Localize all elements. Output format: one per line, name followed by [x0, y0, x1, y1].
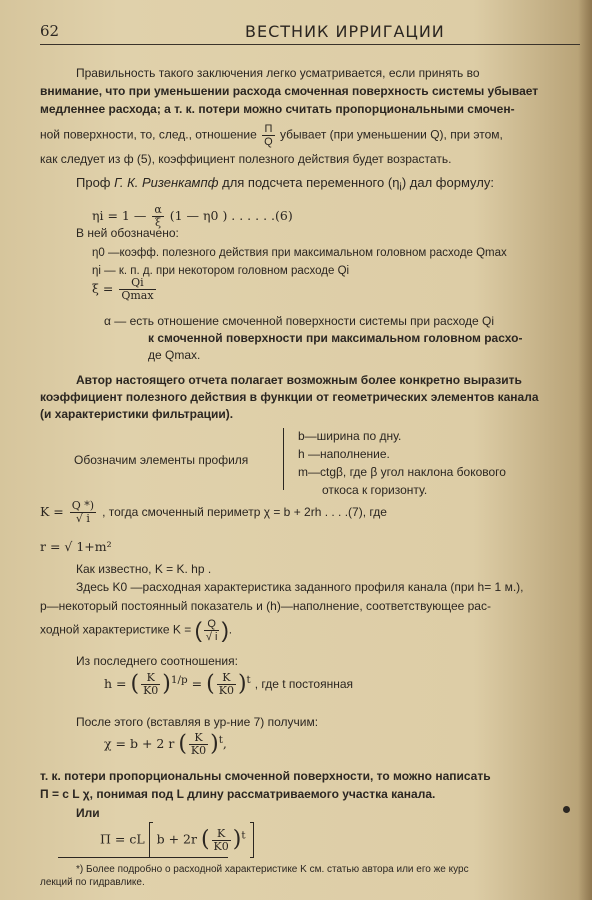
xi-definition: [92, 277, 158, 302]
footnote-rule: [58, 857, 228, 858]
fraction-num: П: [262, 123, 275, 136]
para2-end: ) дал формулу:: [401, 175, 494, 190]
author-name: Г. К. Ризенкампф: [114, 175, 219, 190]
formula-7-lhs: K =: [40, 504, 64, 519]
para2-intro: Проф: [76, 175, 111, 190]
paren-close-1: ): [162, 671, 171, 697]
formula-h-tail: , где t постоянная: [254, 677, 354, 691]
profile-item-m-cont: откоса к горизонту.: [322, 483, 428, 497]
para3-line2: коэффициент полезного действия в функции от геометрических элементов канала: [40, 390, 539, 404]
page-header: [40, 22, 580, 46]
footnote-line1: *) Более подробно о расходной характеристике K см. статью автора или его же курс: [76, 864, 469, 875]
para2-sub: i: [399, 181, 402, 194]
formula-chi: χ = b + 2 r ( $\frac{K}{K0}$ )$^t$,: [104, 731, 227, 757]
formula-pi-exp: t: [241, 829, 246, 842]
para5-line2: p—некоторый постоянный показатель и (h)—наполнение, соответствующее рас-: [40, 599, 491, 613]
para5-frac: [204, 618, 220, 643]
ili-word: Или: [76, 806, 100, 820]
profile-label: Обозначим элементы профиля: [74, 453, 249, 467]
xi-den: Qmax: [121, 289, 154, 302]
header-rule: [40, 44, 580, 45]
profile-item-h: h —наполнение.: [298, 447, 390, 461]
xi-num: Qi: [119, 277, 155, 290]
para8-line1: т. к. потери пропорциональны смоченной поверхности, то можно написать: [40, 769, 491, 783]
formula-7-frac: [70, 500, 96, 525]
para3-line3: (и характеристики фильтрации).: [40, 407, 234, 421]
bracket-open: [149, 822, 153, 858]
alpha-def-line1: α — есть отношение смоченной поверхности системы при расходе Qi: [104, 314, 495, 328]
para3-line1: Автор настоящего отчета полагает возможным более конкретно выразить: [76, 373, 522, 387]
formula-h-exp1: 1/p: [170, 673, 188, 686]
para1-line3: медленнее расхода; а т. к. потери можно считать пропорциональными смочен-: [40, 102, 515, 116]
paren-open: (: [194, 617, 202, 643]
formula-pi-inner: b + 2r: [156, 831, 197, 847]
bullet-mark: [563, 806, 570, 813]
paren-open-3: (: [178, 731, 187, 757]
formula-pi-den: K0: [213, 839, 229, 853]
formula-h-eq: =: [191, 676, 203, 691]
journal-title: ВЕСТНИК ИРРИГАЦИИ: [245, 22, 445, 41]
alpha-def-line3: де Qmax.: [148, 348, 201, 362]
para1-line2: внимание, что при уменьшении расхода смоченная поверхность системы убывает: [40, 84, 539, 98]
para5-line1: Здесь K0 —расходная характеристика заданного профиля канала (при h= 1 м.),: [76, 580, 524, 594]
formula-7-num: Q *): [71, 499, 95, 512]
paren-open-1: (: [130, 671, 140, 697]
formula-6-lhs: ηi = 1 —: [92, 208, 147, 223]
paren-open-4: (: [200, 827, 210, 852]
formula-h-den1: K0: [143, 684, 159, 697]
formula-pi-lhs: П = cL: [100, 831, 145, 847]
definitions-title: В ней обозначено:: [76, 226, 179, 240]
formula-h-frac1: [141, 672, 160, 697]
formula-pi-frac: [212, 828, 231, 853]
para1-line5: как следует из ф (5), коэффициент полезного действия будет возрастать.: [40, 152, 452, 166]
formula-h-den2: K0: [218, 684, 234, 697]
formula-r: r = √ 1+m²: [40, 539, 112, 554]
para8-line2: П = c L χ, понимая под L длину рассматриваемого участка канала.: [40, 787, 436, 801]
formula-h-num1: K: [141, 672, 160, 685]
formula-pi-num: K: [212, 828, 231, 841]
formula-chi-lhs: χ = b + 2 r: [104, 736, 175, 751]
para2-rest: для подсчета переменного (η: [222, 175, 400, 190]
formula-chi-frac: [189, 732, 208, 757]
paren-close-2: ): [237, 671, 247, 697]
formula-h: [104, 672, 353, 697]
paren-close-3: ): [210, 731, 219, 757]
para1-line4-text: ной поверхности, то, след., отношение: [40, 127, 257, 142]
formula-chi-exp: t: [218, 733, 223, 746]
paren-close: ): [221, 617, 229, 643]
footnote-line2: лекций по гидравлике.: [40, 877, 145, 888]
xi-lhs: ξ =: [92, 281, 114, 296]
formula-6-den: ξ: [155, 216, 162, 229]
paren-open-2: (: [206, 671, 215, 697]
para6: Из последнего соотношения:: [76, 654, 238, 668]
alpha-def-line2: к смоченной поверхности при максимальном головном расхо-: [148, 331, 523, 345]
formula-chi-num: K: [189, 732, 208, 745]
formula-pi: [100, 822, 254, 858]
formula-h-exp2: t: [246, 673, 251, 686]
formula-7: [40, 500, 387, 525]
para5-frac-num: Q: [204, 618, 220, 631]
para7: После этого (вставляя в ур-ние 7) получим:: [76, 715, 319, 729]
para5-frac-den: √ i: [205, 631, 218, 643]
xi-frac: [119, 277, 155, 302]
fraction-den: Q: [264, 136, 273, 148]
para1-line4-tail: убывает (при уменьшении Q), при этом,: [280, 127, 503, 142]
formula-7-mid: , тогда смоченный периметр χ = b + 2rh . . . .(7), где: [102, 505, 387, 519]
profile-brace: [283, 428, 290, 490]
para4: Как известно, K = K. hp .: [76, 562, 212, 576]
para2: [76, 176, 494, 195]
profile-item-b: b—ширина по дну.: [298, 429, 402, 443]
profile-item-m: m—ctgβ, где β угол наклона бокового: [298, 465, 506, 479]
formula-6-rhs: (1 — η0 ) . . . . . .(6): [169, 208, 293, 223]
page-number: 62: [40, 22, 60, 40]
paren-close-4: ): [232, 827, 242, 852]
formula-chi-den: K0: [190, 744, 207, 757]
formula-h-frac2: [217, 672, 236, 697]
para1-line4: [40, 123, 503, 148]
para1-line1: Правильность такого заключения легко усматривается, если принять во: [76, 66, 480, 80]
definition-etai: ηi — к. п. д. при некотором головном расходе Qi: [92, 265, 350, 277]
bracket-close: [250, 822, 254, 858]
formula-h-num2: K: [217, 672, 236, 685]
formula-7-den: √ i: [75, 512, 90, 525]
fraction-pi-over-q: [262, 123, 275, 148]
para5-line3: ходной характеристике K = ( $\frac{Q}{√ i}$ ).: [40, 617, 233, 643]
para5-line3-text: ходной характеристике K =: [40, 622, 192, 637]
formula-h-lhs: h =: [104, 676, 127, 691]
definition-eta0: η0 —коэфф. полезного действия при максимальном головном расходе Qmax: [92, 247, 507, 259]
formula-6-num: α: [154, 203, 162, 216]
